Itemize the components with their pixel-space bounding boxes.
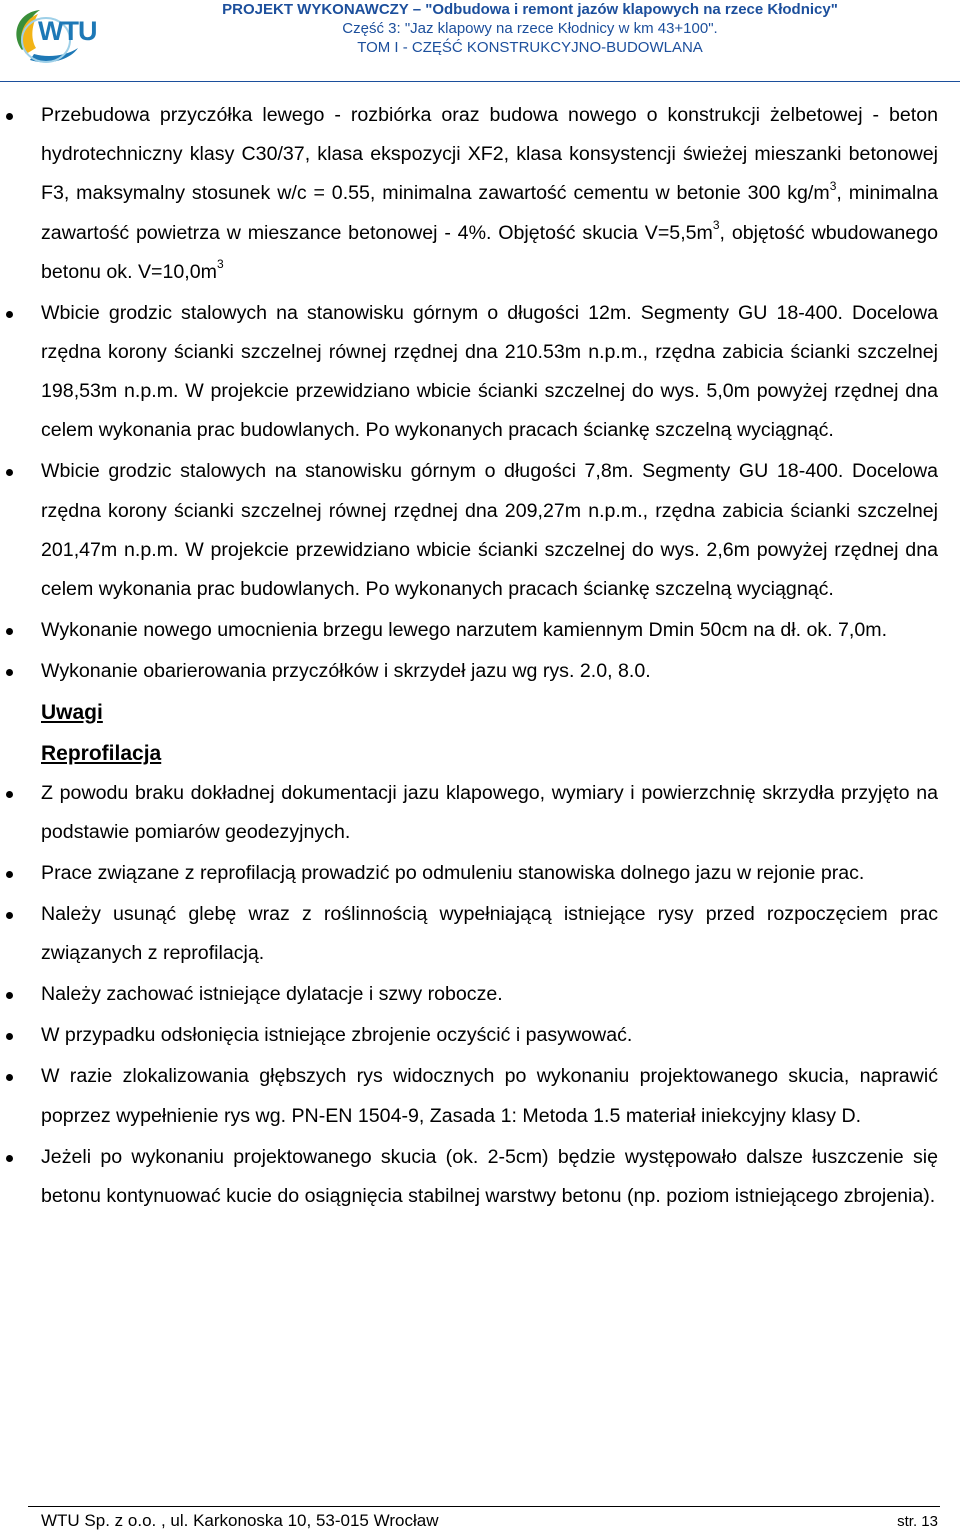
project-volume: TOM I - CZĘŚĆ KONSTRUKCYJNO-BUDOWLANA xyxy=(357,39,703,56)
footer-page-number: str. 13 xyxy=(897,1513,938,1530)
project-title: PROJEKT WYKONAWCZY – "Odbudowa i remont jazów klapowych na rzece Kłodnicy" xyxy=(222,1,838,18)
bullet-icon xyxy=(6,669,13,676)
project-part: Część 3: "Jaz klapowy na rzece Kłodnicy w km 43+100". xyxy=(342,20,718,37)
header-title-block xyxy=(120,0,940,57)
list-item: Wbicie grodzic stalowych na stanowisku górnym o długości 12m. Segmenty GU 18-400. Docelowa rzędna korony ścianki szczelnej równej rzędnej dna 210.53m n.p.m., rzędna zabicia ścianki szczelnej 198,53m n.p.m. W projekcie przewidziano wbicie ścianki szczelnej do wys. 5,0m powyżej rzędnej dna celem wykonania prac budowlanych. Po wykonanych pracach ściankę szczelną wyciągnąć. xyxy=(0,294,960,451)
section-heading-reprofilacja: Reprofilacja xyxy=(41,741,162,765)
list-item: Z powodu braku dokładnej dokumentacji jazu klapowego, wymiary i powierzchnię skrzydła przyjęto na podstawie pomiarów geodezyjnych. xyxy=(0,774,960,852)
list-item: Wykonanie nowego umocnienia brzegu lewego narzutem kamiennym Dmin 50cm na dł. ok. 7,0m. xyxy=(0,611,960,650)
bullet-icon xyxy=(6,1074,13,1081)
company-logo xyxy=(8,4,104,68)
list-item: Prace związane z reprofilacją prowadzić po odmuleniu stanowiska dolnego jazu w rejonie prac. xyxy=(0,854,960,893)
works-list xyxy=(0,96,960,691)
bullet-icon xyxy=(6,1033,13,1040)
footer-company-address: WTU Sp. z o.o. , ul. Karkonoska 10, 53-015 Wrocław xyxy=(41,1511,439,1530)
bullet-icon xyxy=(6,992,13,999)
list-item: Wbicie grodzic stalowych na stanowisku górnym o długości 7,8m. Segmenty GU 18-400. Docelowa rzędna korony ścianki szczelnej równej rzędnej dna 209,27m n.p.m., rzędna zabicia ścianki szczelnej 201,47m n.p.m. W projekcie przewidziano wbicie ścianki szczelnej do wys. 2,6m powyżej rzędnej dna celem wykonania prac budowlanych. Po wykonanych pracach ściankę szczelną wyciągnąć. xyxy=(0,452,960,609)
list-item: W przypadku odsłonięcia istniejące zbrojenie oczyścić i pasywować. xyxy=(0,1016,960,1055)
document-body xyxy=(0,96,960,1218)
bullet-icon xyxy=(6,469,13,476)
list-item: Wykonanie obarierowania przyczółków i skrzydeł jazu wg rys. 2.0, 8.0. xyxy=(0,652,960,691)
list-item: Jeżeli po wykonaniu projektowanego skucia (ok. 2-5cm) będzie występowało dalsze łuszczenie się betonu kontynuować kucie do osiągnięcia stabilnej warstwy betonu (np. poziom istniejącego zbrojenia). xyxy=(0,1138,960,1216)
footer-divider xyxy=(28,1506,940,1507)
bullet-icon xyxy=(6,871,13,878)
bullet-icon xyxy=(6,113,13,120)
list-item: Należy zachować istniejące dylatacje i szwy robocze. xyxy=(0,975,960,1014)
list-item: Przebudowa przyczółka lewego - rozbiórka oraz budowa nowego o konstrukcji żelbetowej - beton hydrotechniczny klasy C30/37, klasa ekspozycji XF2, klasa konsystencji świeżej mieszanki betonowej F3, maksymalny stosunek w/c = 0.55, minimalna zawartość cementu w betonie 300 $kg/m^3$, minimalna zawartość powietrza w mieszance betonowej - 4%. Objętość skucia $V=5,5m^3$, objętość wbudowanego betonu ok. $V=10,0m^3$ xyxy=(0,96,960,292)
header-divider xyxy=(0,81,960,82)
page-header xyxy=(0,0,960,84)
reprofiling-list xyxy=(0,774,960,1216)
list-item: W razie zlokalizowania głębszych rys widocznych po wykonaniu projektowanego skucia, naprawić poprzez wypełnienie rys wg. PN-EN 1504-9, Zasada 1: Metoda 1.5 materiał iniekcyjny klasy D. xyxy=(0,1057,960,1135)
bullet-icon xyxy=(6,628,13,635)
bullet-icon xyxy=(6,311,13,318)
bullet-icon xyxy=(6,1155,13,1162)
logo-text: WTU xyxy=(38,16,97,46)
list-item: Należy usunąć glebę wraz z roślinnością wypełniającą istniejące rysy przed rozpoczęciem prac związanych z reprofilacją. xyxy=(0,895,960,973)
section-heading-uwagi: Uwagi xyxy=(41,701,103,725)
bullet-icon xyxy=(6,791,13,798)
bullet-icon xyxy=(6,912,13,919)
